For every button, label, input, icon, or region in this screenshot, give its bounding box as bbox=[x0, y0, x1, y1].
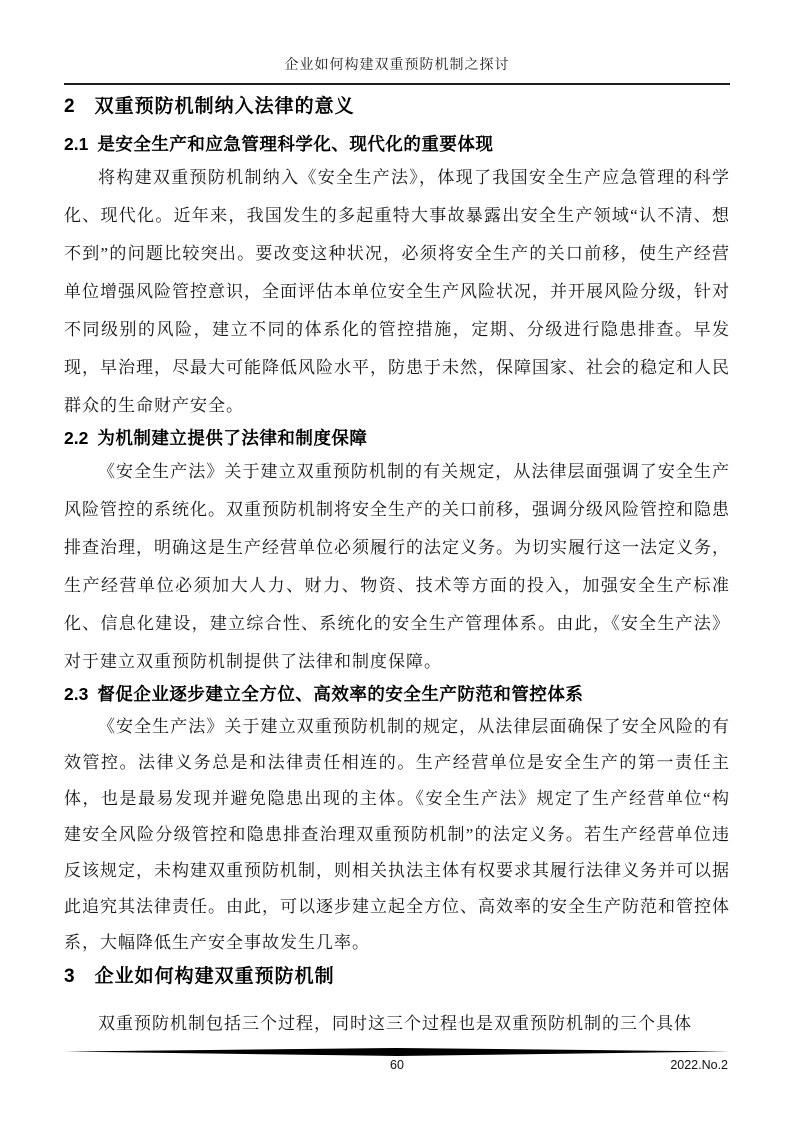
footer-decorative-bar bbox=[64, 1048, 730, 1056]
section-2-1-number: 2.1 bbox=[64, 134, 89, 154]
section-2-1-title: 是安全生产和应急管理科学化、现代化的重要体现 bbox=[97, 134, 494, 154]
section-3-title: 企业如何构建双重预防机制 bbox=[94, 966, 335, 987]
section-2-number: 2 bbox=[64, 96, 75, 117]
section-2-2-heading bbox=[64, 425, 730, 451]
issue-label: 2022.No.2 bbox=[670, 1058, 728, 1072]
section-2-3-heading bbox=[64, 681, 730, 707]
section-2-1-heading bbox=[64, 131, 730, 157]
running-head-title: 企业如何构建双重预防机制之探讨 bbox=[284, 58, 510, 73]
page-content bbox=[64, 55, 730, 1043]
section-2-heading bbox=[64, 93, 730, 121]
section-3-number: 3 bbox=[64, 966, 75, 987]
header-rule bbox=[64, 83, 730, 85]
section-2-3-paragraph: 《安全生产法》关于建立双重预防机制的规定，从法律层面确保了安全风险的有效管控。法律义务总是和法律责任相连的。生产经营单位是安全生产的第一责任主体，也是最易发现并避免隐患出现的主体。《安全生产法》规定了生产经营单位“构建安全风险分级管控和隐患排查治理双重预防机制”的法定义务。若生产经营单位违反该规定，未构建双重预防机制，则相关执法主体有权要求其履行法律义务并可以据此追究其法律责任。由此，可以逐步建立起全方位、高效率的安全生产防范和管控体系，大幅降低生产安全事故发生几率。 bbox=[64, 717, 730, 952]
section-2-2-title: 为机制建立提供了法律和制度保障 bbox=[97, 428, 368, 448]
section-3-heading bbox=[64, 963, 730, 991]
page-footer bbox=[64, 1048, 730, 1076]
section-2-3-number: 2.3 bbox=[64, 684, 89, 704]
section-3-paragraph: 双重预防机制包括三个过程，同时这三个过程也是双重预防机制的三个具体 bbox=[98, 1014, 692, 1033]
section-2-2-number: 2.2 bbox=[64, 428, 89, 448]
section-2-title: 双重预防机制纳入法律的意义 bbox=[94, 96, 355, 117]
section-2-1-paragraph: 将构建双重预防机制纳入《安全生产法》，体现了我国安全生产应急管理的科学化、现代化。近年来，我国发生的多起重特大事故暴露出安全生产领域“认不清、想不到”的问题比较突出。要改变这种状况，必须将安全生产的关口前移，使生产经营单位增强风险管控意识，全面评估本单位安全生产风险状况，并开展风险分级，针对不同级别的风险，建立不同的体系化的管控措施，定期、分级进行隐患排查。早发现，早治理，尽最大可能降低风险水平，防患于未然，保障国家、社会的稳定和人民群众的生命财产安全。 bbox=[64, 168, 730, 415]
section-2-2-paragraph: 《安全生产法》关于建立双重预防机制的有关规定，从法律层面强调了安全生产风险管控的系统化。双重预防机制将安全生产的关口前移，强调分级风险管控和隐患排查治理，明确这是生产经营单位必须履行的法定义务。为切实履行这一法定义务，生产经营单位必须加大人力、财力、物资、技术等方面的投入，加强安全生产标准化、信息化建设，建立综合性、系统化的安全生产管理体系。由此，《安全生产法》对于建立双重预防机制提供了法律和制度保障。 bbox=[64, 462, 730, 671]
section-2-3-title: 督促企业逐步建立全方位、高效率的安全生产防范和管控体系 bbox=[97, 684, 584, 704]
footer-text-row bbox=[64, 1058, 730, 1076]
page-number: 60 bbox=[390, 1058, 404, 1072]
